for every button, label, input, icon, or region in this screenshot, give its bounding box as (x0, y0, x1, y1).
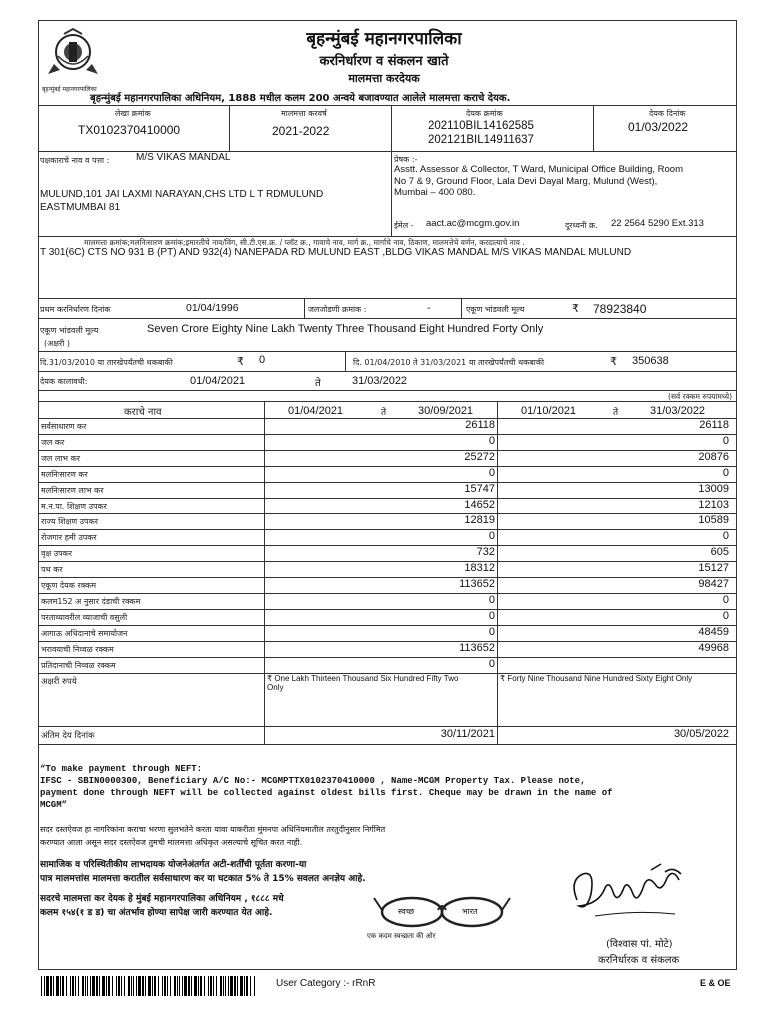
capital-value-words: Seven Crore Eighty Nine Lakh Twenty Three Thousand Eight Hundred Forty Only (147, 323, 544, 335)
tax-row-name: मलनिःसारण कर (41, 469, 88, 479)
tax-row-name: रोजगार हमी उपकर (41, 533, 97, 543)
barcode-bar (246, 976, 248, 996)
tax-row-h1-value: 14652 (464, 498, 495, 511)
signatory-title: करनिर्धारक व संकलक (598, 955, 680, 966)
tax-row-name: मलनिःसारण लाभ कर (41, 485, 104, 495)
user-category: User Category :- rRnR (276, 978, 376, 989)
arrears-before-label: दि.31/03/2010 या तारखेपर्यंतची थकबाकी (40, 358, 173, 367)
barcode-bar (90, 976, 91, 996)
tax-row-name: जल लाभ कर (41, 453, 80, 463)
divider (38, 318, 737, 319)
barcode-bar (228, 976, 229, 996)
barcode-bar (177, 976, 178, 996)
barcode-bar (133, 976, 134, 996)
divider (593, 105, 594, 151)
barcode-bar (46, 976, 49, 996)
barcode-bar (182, 976, 183, 996)
tax-row-name: म.न.पा. शिक्षण उपकर (41, 501, 107, 511)
divider (391, 151, 392, 236)
sender-label: प्रेषक :- (394, 155, 418, 164)
barcode-bar (82, 976, 84, 996)
rebate-line-1: सामाजिक व परिस्थितीकीय लाभदायक योजनेअंतर्गत अटी-शर्तींची पूर्तता करणा-या (40, 860, 307, 870)
first-assessment-label: प्रथम करनिर्धारण दिनांक (40, 305, 111, 314)
dept-title: करनिर्धारण व संकलन खाते (319, 54, 449, 69)
divider (304, 298, 305, 318)
h1-te: ते (381, 408, 387, 418)
neft-line-1: “To make payment through NEFT: (40, 764, 203, 774)
tax-row-h2-value: 98427 (698, 578, 729, 590)
tax-row-name: राज्य शिक्षण उपकर (41, 517, 99, 527)
barcode-bar (208, 976, 209, 996)
swachh-word: स्वच्छ (398, 907, 415, 916)
barcode-bar (210, 976, 212, 996)
tax-row-name: जल कर (41, 437, 65, 447)
tax-row-h2-value: 0 (722, 609, 729, 622)
barcode-bar (87, 976, 88, 996)
barcode-bar (62, 976, 64, 996)
capital-value: 78923840 (593, 302, 647, 316)
owner-address-2: EASTMUMBAI 81 (40, 202, 121, 213)
tax-row-h1-value: 15747 (464, 482, 495, 495)
phone-number: 22 2564 5290 Ext.313 (611, 218, 704, 229)
acct-label: लेखा क्रमांक (115, 109, 151, 118)
tax-row-name: परताव्यावरील व्याजाची वसुली (41, 612, 128, 622)
first-assessment-date: 01/04/1996 (186, 302, 239, 314)
h1-from: 01/04/2021 (288, 405, 344, 417)
barcode-bar (99, 976, 100, 996)
bill-date: 01/03/2022 (628, 120, 689, 134)
tax-row-h2-value: 0 (722, 530, 729, 543)
divider (497, 401, 498, 745)
bill-date-label: देयक दिनांक (649, 109, 686, 118)
tax-row-h2-value: 48459 (698, 625, 729, 638)
logo-caption: बृहन्मुंबई महानगरपालिका (42, 86, 97, 93)
note-line-1: सदर दस्तऐवज हा नागरिकांना कराचा भरणा सुलभतेने करता यावा याकरीता मुंमनपा अधिनियमातील तरतुदीनुसार निर्गमित (40, 825, 386, 834)
currency-note: (सर्व रक्कम रुपयामध्ये) (668, 392, 732, 401)
tax-row-h1-value: 18312 (464, 562, 495, 575)
barcode-bar (184, 976, 187, 996)
email-link[interactable]: aact.ac@mcgm.gov.in (426, 218, 520, 229)
barcode-icon (41, 976, 257, 996)
divider (38, 726, 737, 727)
swachh-tagline: एक कदम स्वच्छता की ओर (367, 932, 436, 940)
tax-row-h2-value: 605 (710, 546, 729, 559)
barcode-bar (230, 976, 233, 996)
barcode-bar (174, 976, 176, 996)
barcode-bar (60, 976, 61, 996)
barcode-bar (198, 976, 199, 996)
bill-no-label: देयक क्रमांक (466, 109, 503, 118)
divider (38, 105, 737, 106)
tax-row-h1-value: 732 (476, 546, 495, 559)
doc-title: मालमत्ता करदेयक (348, 72, 420, 85)
capital-words-sub: (अक्षरी ) (44, 339, 70, 348)
email-label: ईमेल - (394, 221, 414, 230)
barcode-bar (225, 976, 226, 996)
barcode-bar (116, 976, 117, 996)
tax-row-h1-value: 113652 (459, 578, 495, 590)
water-conn-label: जलजोडणी क्रमांक : (308, 305, 367, 314)
tax-row-h2-value: 0 (722, 434, 729, 447)
divider (264, 401, 265, 745)
barcode-bar (254, 976, 255, 996)
barcode-bar (223, 976, 224, 996)
barcode-bar (41, 976, 42, 996)
period-label: देयक कालावधी: (40, 377, 88, 386)
barcode-bar (194, 976, 197, 996)
barcode-bar (191, 976, 192, 996)
period-to: 31/03/2022 (352, 375, 408, 387)
period-from: 01/04/2021 (190, 375, 246, 387)
barcode-bar (96, 976, 98, 996)
barcode-bar (102, 976, 105, 996)
tax-row-h1-value: 26118 (465, 419, 495, 431)
clause-line-2: कलम १५४(१ ड ड) चा अंतर्भाव होण्या सापेक्ष जारी करण्यात येत आहे. (40, 908, 273, 918)
barcode-bar (200, 976, 202, 996)
due-date-1: 30/11/2021 (440, 728, 495, 740)
barcode-bar (204, 976, 205, 996)
tax-row-h2-value: 20876 (698, 450, 729, 463)
org-title: बृहन्मुंबई महानगरपालिका (306, 29, 462, 49)
barcode-bar (92, 976, 95, 996)
h1-to: 30/09/2021 (418, 405, 474, 417)
tax-row-h1-value: 0 (488, 657, 495, 670)
tax-row-name: वृक्ष उपकर (41, 549, 73, 559)
tax-row-h1-value: 0 (488, 530, 495, 543)
divider (38, 371, 737, 372)
words-amount-2: ₹ Forty Nine Thousand Nine Hundred Sixty Eight Only (500, 674, 693, 683)
due-date-label: अंतिम देय दिनांक (41, 731, 95, 741)
barcode-bar (124, 976, 125, 996)
rebate-line-2: पात्र मालमत्तांस मालमत्ता करातील सर्वसाधारण कर या घटकात 5% ते 15% सवलत अनज्ञेय आहे. (40, 874, 366, 884)
barcode-bar (216, 976, 217, 996)
barcode-bar (162, 976, 163, 996)
tax-row-h2-value: 10589 (698, 514, 729, 527)
swachh-bharat-logo (367, 888, 512, 948)
barcode-bar (158, 976, 159, 996)
barcode-bar (53, 976, 54, 996)
water-conn-number: - (427, 302, 431, 314)
barcode-bar (118, 976, 120, 996)
barcode-bar (220, 976, 222, 996)
barcode-bar (142, 976, 144, 996)
arrears-range-amount: 350638 (632, 355, 669, 367)
barcode-bar (106, 976, 107, 996)
tax-row-h1-value: 25272 (464, 450, 495, 463)
owner-address-1: MULUND,101 JAI LAXMI NARAYAN,CHS LTD L T RDMULUND (40, 189, 324, 200)
tax-name-header: कराचे नाव (124, 407, 162, 418)
barcode-bar (170, 976, 171, 996)
barcode-bar (234, 976, 236, 996)
barcode-bar (66, 976, 67, 996)
divider (461, 298, 462, 318)
arrears-range-label: दि. 01/04/2010 ते 31/03/2021 या तारखेपर्यंतची थकबाकी (353, 358, 545, 367)
barcode-bar (164, 976, 166, 996)
divider (38, 351, 737, 352)
barcode-bar (50, 976, 52, 996)
tax-row-h1-value: 0 (488, 593, 495, 606)
tax-row-name: कलम152 अ नुसार दंडाची रक्कम (41, 596, 141, 606)
barcode-bar (179, 976, 180, 996)
barcode-bar (75, 976, 76, 996)
tax-row-h1-value: 0 (488, 625, 495, 638)
divider (38, 298, 737, 299)
tax-row-h1-value: 113652 (459, 641, 495, 654)
owner-label: पक्षकाराचे नाव व पत्ता : (40, 156, 110, 165)
divider (391, 105, 392, 151)
tax-row-h1-value: 0 (488, 434, 495, 447)
rupee-icon: ₹ (572, 303, 579, 315)
sender-line-3: Mumbai – 400 080. (394, 187, 476, 198)
note-line-2: करण्यात आला असून सदर दस्तऐवज तुमची मालमत्ता अधिकृत असल्याचे सूचित करत नाही. (40, 838, 303, 847)
capital-words-label: एकूण भांडवली मूल्य (40, 326, 99, 335)
barcode-bar (108, 976, 110, 996)
barcode-bar (78, 976, 79, 996)
tax-row-h1-value: 12819 (464, 514, 495, 527)
barcode-bar (138, 976, 141, 996)
barcode-bar (112, 976, 113, 996)
signature (565, 860, 695, 930)
barcode-bar (148, 976, 151, 996)
bharat-word: भारत (462, 907, 478, 916)
barcode-bar (70, 976, 71, 996)
rupee-icon: ₹ (237, 356, 244, 368)
barcode (41, 976, 257, 996)
barcode-bar (121, 976, 122, 996)
barcode-bar (244, 976, 245, 996)
capital-value-label: एकूण भांडवली मूल्य (466, 305, 525, 314)
barcode-bar (213, 976, 214, 996)
barcode-bar (237, 976, 238, 996)
barcode-bar (167, 976, 168, 996)
tax-row-h1-value: 0 (488, 466, 495, 479)
h2-te: ते (613, 408, 619, 418)
sender-line-2: No 7 & 9, Ground Floor, Lala Devi Dayal Marg, Mulund (West), (394, 176, 658, 187)
tax-row-name: एकूण देयक रक्कम (41, 581, 97, 590)
barcode-bar (188, 976, 190, 996)
signatory-name: (विश्वास पां. मोटे) (606, 939, 673, 950)
divider (229, 105, 230, 151)
barcode-bar (136, 976, 137, 996)
divider (345, 351, 346, 371)
tax-row-name: सर्वसाधारण कर (41, 422, 87, 431)
tax-row-name: आगाऊ अधिदानाचे समायोजन (41, 628, 128, 638)
tax-row-h2-value: 12103 (698, 498, 729, 511)
spectacles-icon (372, 888, 512, 928)
tax-row-name: भरावयाची निव्वळ रक्कम (41, 644, 114, 654)
bill-no-1: 202110BIL14162585 (428, 120, 534, 132)
barcode-bar (72, 976, 74, 996)
acct-number: TX0102370410000 (78, 123, 181, 137)
bill-no-2: 202121BIL14911637 (428, 134, 534, 146)
neft-line-3: payment done through NEFT will be collected against oldest bills first. Cheque may be drawn in the name of (40, 788, 613, 798)
neft-line-2: IFSC - SBIN0000300, Beneficiary A/C No:- MCGMPTTX0102370410000 , Name-MCGM Property Tax. Please note, (40, 776, 586, 786)
divider (38, 390, 737, 391)
barcode-bar (44, 976, 45, 996)
barcode-bar (145, 976, 146, 996)
barcode-bar (131, 976, 132, 996)
h2-to: 31/03/2022 (650, 405, 706, 417)
words-amount-1: ₹ One Lakh Thirteen Thousand Six Hundred Fifty Two Only (267, 674, 459, 692)
tax-year-label: मालमत्ता करवर्ष (281, 109, 327, 118)
barcode-bar (85, 976, 86, 996)
period-to-word: ते (315, 378, 321, 389)
h2-from: 01/10/2021 (521, 405, 577, 417)
tax-row-name: प्रतिदानाची निव्वळ रक्कम (41, 660, 116, 670)
barcode-bar (128, 976, 130, 996)
tax-row-h1-value: 0 (488, 609, 495, 622)
sender-line-1: Asstt. Assessor & Collector, T Ward, Municipal Office Building, Room (394, 164, 683, 175)
property-label: मालमत्ता क्रमांक;मलनिःसारण क्रमांक;इमारतीचे नाव/विंग, सी.टी.एस.क्र. / प्लॉट क्र., गावाचे नाव, मार्ग क्र., मार्गाचे नाव, ठिकाण, मालमत्तेचे वर्णन, करदात्याचे नाव . (84, 238, 525, 247)
tax-row-h2-value: 0 (722, 593, 729, 606)
owner-name: M/S VIKAS MANDAL (136, 152, 231, 163)
barcode-bar (152, 976, 153, 996)
barcode-bar (154, 976, 156, 996)
tax-year: 2021-2022 (272, 124, 330, 138)
words-label: अक्षरी रुपये (41, 677, 77, 687)
divider (38, 236, 737, 237)
clause-line-1: सदरचे मालमत्ता कर देयक हे मुंबई महानगरपालिका अधिनियम , १८८८ मधे (40, 894, 284, 904)
act-line: बृहन्मुंबई महानगरपालिका अधिनियम, 1888 मधील कलम 200 अन्वये बजावण्यात आलेले मालमत्ता कराचे देयक. (90, 93, 511, 104)
tax-row-h2-value: 15127 (698, 562, 729, 575)
tax-row-name: पथ कर (41, 565, 63, 575)
barcode-bar (240, 976, 243, 996)
tax-row-h2-value: 0 (722, 466, 729, 479)
tax-row-h2-value: 26118 (699, 419, 729, 431)
barcode-bar (56, 976, 59, 996)
eoe-mark: E & OE (700, 978, 731, 988)
phone-label: दूरध्वनी क्र. (565, 221, 598, 230)
tax-row-h2-value: 49968 (698, 641, 729, 654)
rupee-icon: ₹ (610, 356, 617, 368)
due-date-2: 30/05/2022 (673, 728, 729, 740)
tax-row-h2-value: 13009 (698, 482, 729, 495)
arrears-before-amount: 0 (259, 354, 266, 366)
property-description: T 301(6C) CTS NO 931 B (PT) AND 932(4) NANEPADA RD MULUND EAST ,BLDG VIKAS MANDAL M/S VIKAS MANDAL MULUND (40, 247, 632, 258)
neft-line-4: MCGM” (40, 800, 68, 810)
signature-scribble-icon (565, 860, 695, 930)
barcode-bar (250, 976, 251, 996)
